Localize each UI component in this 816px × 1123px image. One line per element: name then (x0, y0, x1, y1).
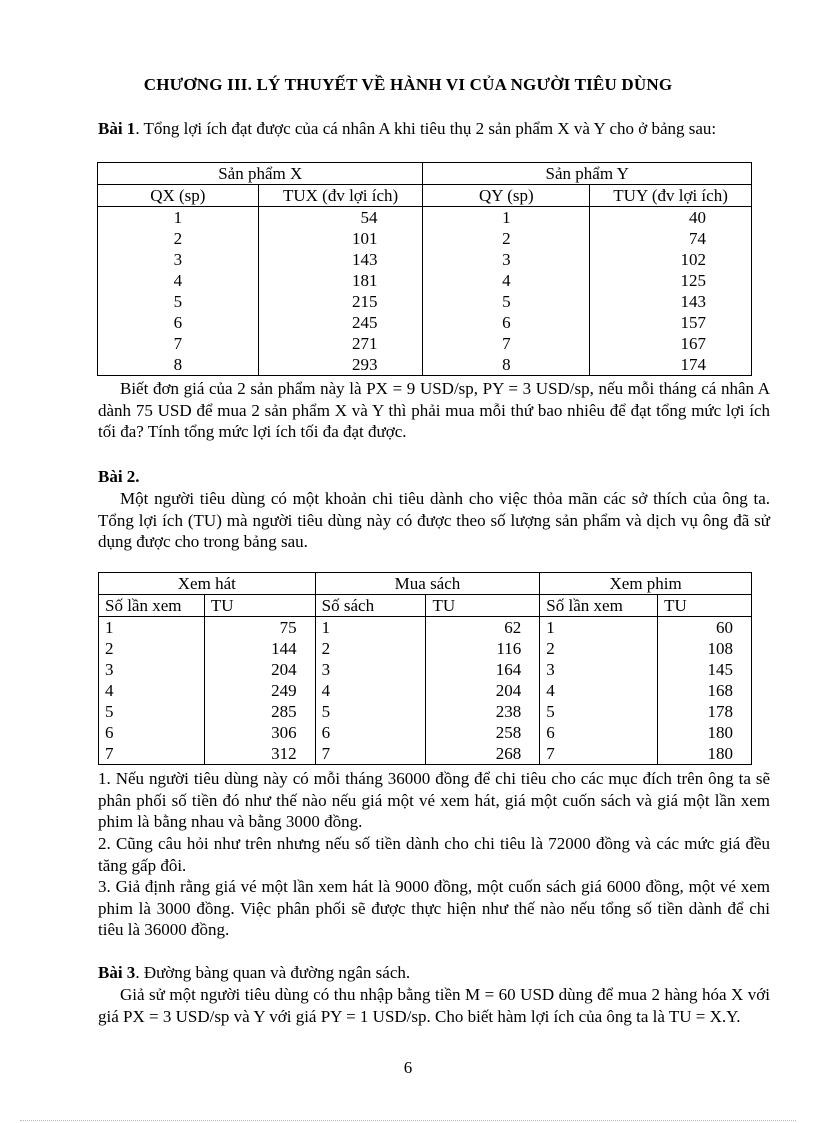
bai2-question-3: 3. Giả định rằng giá vé một lần xem hát là 9000 đồng, một cuốn sách giá 6000 đồng, một vé xem phim là 3000 đồng. Việc phân phối sẽ được thực hiện như thế nào nếu tổng số tiền dành để chi tiêu là 36000 đồng. (98, 877, 770, 939)
cell: 2 (99, 638, 205, 659)
page-number: 6 (403, 1058, 413, 1077)
cell: 4 (540, 680, 658, 701)
bai1-col-qy: QY (sp) (423, 185, 590, 207)
cell: 144 (204, 638, 315, 659)
cell: 7 (540, 743, 658, 765)
bai3-label: Bài 3 (98, 963, 136, 982)
cell: 108 (658, 638, 752, 659)
bai2-col-so-sach: Số sách (315, 595, 426, 617)
table-row (98, 333, 752, 354)
cell: 285 (204, 701, 315, 722)
cell: 3 (99, 659, 205, 680)
bai2-group-mua-sach: Mua sách (315, 573, 540, 595)
bai2-col-tu: TU (658, 595, 752, 617)
bai1-label: Bài 1 (98, 119, 136, 138)
cell: 75 (204, 617, 315, 639)
cell: 2 (315, 638, 426, 659)
cell: 6 (423, 312, 590, 333)
cell: 5 (423, 291, 590, 312)
cell: 258 (426, 722, 540, 743)
cell: 8 (423, 354, 590, 376)
cell: 2 (98, 228, 259, 249)
cell: 2 (540, 638, 658, 659)
cell: 145 (658, 659, 752, 680)
cell: 168 (658, 680, 752, 701)
cell: 6 (540, 722, 658, 743)
bai2-label: Bài 2. (98, 467, 140, 486)
bai2-col-so-lan-xem: Số lần xem (99, 595, 205, 617)
cell: 164 (426, 659, 540, 680)
table-row (99, 617, 752, 639)
cell: 4 (99, 680, 205, 701)
bai1-group-y: Sản phẩm Y (423, 163, 752, 185)
cell: 3 (98, 249, 259, 270)
cell: 54 (258, 207, 423, 229)
cell: 8 (98, 354, 259, 376)
cell: 2 (423, 228, 590, 249)
cell: 245 (258, 312, 423, 333)
cell: 1 (98, 207, 259, 229)
cell: 6 (315, 722, 426, 743)
table-row (98, 291, 752, 312)
cell: 116 (426, 638, 540, 659)
bai2-table (98, 572, 752, 765)
bai1-intro (98, 118, 770, 140)
cell: 178 (658, 701, 752, 722)
table-row (98, 270, 752, 291)
cell: 204 (426, 680, 540, 701)
bai1-question: Biết đơn giá của 2 sản phẩm này là PX = 9 USD/sp, PY = 3 USD/sp, nếu mỗi tháng cá nhân A dành 75 USD để mua 2 sản phẩm X và Y thì phải mua mỗi thứ bao nhiêu để đạt tổng mức lợi ích tối đa? Tính tổng mức lợi ích tối đa đạt được. (98, 379, 770, 441)
cell: 293 (258, 354, 423, 376)
cell: 268 (426, 743, 540, 765)
table-row (99, 701, 752, 722)
cell: 101 (258, 228, 423, 249)
cell: 7 (315, 743, 426, 765)
cell: 1 (315, 617, 426, 639)
cell: 1 (99, 617, 205, 639)
table-row (98, 249, 752, 270)
cell: 143 (590, 291, 752, 312)
bai3-intro-text: . Đường bàng quan và đường ngân sách. (135, 963, 411, 982)
bai2-question-1: 1. Nếu người tiêu dùng này có mỗi tháng 36000 đồng để chi tiêu cho các mục đích trên ông ta sẽ phân phối số tiền đó như thế nào nếu giá một vé xem hát, giá một cuốn sách và giá một lần xem phim là bằng nhau và bằng 3000 đồng. (98, 769, 770, 831)
cell: 143 (258, 249, 423, 270)
bai2-heading (98, 466, 770, 488)
cell: 167 (590, 333, 752, 354)
cell: 180 (658, 743, 752, 765)
bai2-group-xem-hat: Xem hát (99, 573, 316, 595)
table-row (98, 312, 752, 333)
cell: 40 (590, 207, 752, 229)
cell: 157 (590, 312, 752, 333)
cell: 6 (98, 312, 259, 333)
cell: 306 (204, 722, 315, 743)
bai1-col-qx: QX (sp) (98, 185, 259, 207)
table-row (98, 354, 752, 376)
cell: 204 (204, 659, 315, 680)
bai1-table (97, 162, 752, 376)
cell: 249 (204, 680, 315, 701)
cell: 3 (540, 659, 658, 680)
cell: 1 (540, 617, 658, 639)
bai1-intro-text: . Tổng lợi ích đạt được của cá nhân A khi tiêu thụ 2 sản phẩm X và Y cho ở bảng sau: (135, 119, 717, 138)
cell: 60 (658, 617, 752, 639)
bai3-heading (98, 962, 770, 984)
bai2-col-tu: TU (204, 595, 315, 617)
bai2-group-xem-phim: Xem phim (540, 573, 752, 595)
cell: 5 (98, 291, 259, 312)
table-row (99, 743, 752, 765)
bai1-col-tuy: TUY (đv lợi ích) (590, 185, 752, 207)
cell: 4 (423, 270, 590, 291)
cell: 1 (423, 207, 590, 229)
bai2-col-tu: TU (426, 595, 540, 617)
cell: 7 (99, 743, 205, 765)
table-row (98, 207, 752, 229)
cell: 5 (99, 701, 205, 722)
cell: 3 (423, 249, 590, 270)
cell: 180 (658, 722, 752, 743)
table-row (98, 228, 752, 249)
cell: 74 (590, 228, 752, 249)
cell: 4 (315, 680, 426, 701)
cell: 312 (204, 743, 315, 765)
table-row (99, 722, 752, 743)
cell: 215 (258, 291, 423, 312)
cell: 3 (315, 659, 426, 680)
bai2-question-2: 2. Cũng câu hỏi như trên nhưng nếu số tiền dành cho chi tiêu là 72000 đồng và các mức giá đều tăng gấp đôi. (98, 834, 770, 875)
table-row (99, 680, 752, 701)
cell: 62 (426, 617, 540, 639)
table-row (99, 638, 752, 659)
cell: 102 (590, 249, 752, 270)
cell: 7 (98, 333, 259, 354)
cell: 5 (315, 701, 426, 722)
cell: 4 (98, 270, 259, 291)
cell: 7 (423, 333, 590, 354)
bai3-text: Giả sử một người tiêu dùng có thu nhập bằng tiền M = 60 USD dùng để mua 2 hàng hóa X với giá PX = 3 USD/sp và Y với giá PY = 1 USD/sp. Cho biết hàm lợi ích của ông ta là TU = X.Y. (98, 985, 770, 1026)
bai2-col-so-lan-xem: Số lần xem (540, 595, 658, 617)
bai2-intro: Một người tiêu dùng có một khoản chi tiêu dành cho việc thỏa mãn các sở thích của ông ta. Tổng lợi ích (TU) mà người tiêu dùng này có được theo số lượng sản phẩm và dịch vụ ông đã sử dụng được cho trong bảng sau. (98, 489, 770, 551)
cell: 271 (258, 333, 423, 354)
cell: 6 (99, 722, 205, 743)
page-footer-divider (20, 1120, 796, 1121)
cell: 238 (426, 701, 540, 722)
bai1-col-tux: TUX (đv lợi ích) (258, 185, 423, 207)
table-row (99, 659, 752, 680)
chapter-title: CHƯƠNG III. LÝ THUYẾT VỀ HÀNH VI CỦA NGƯỜI TIÊU DÙNG (143, 75, 673, 94)
cell: 125 (590, 270, 752, 291)
cell: 5 (540, 701, 658, 722)
cell: 174 (590, 354, 752, 376)
cell: 181 (258, 270, 423, 291)
bai1-group-x: Sản phẩm X (98, 163, 423, 185)
